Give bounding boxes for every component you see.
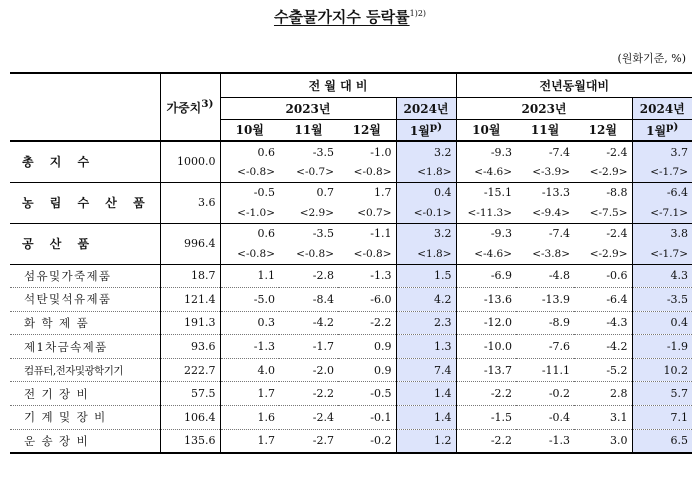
yoy-value: -4.3: [574, 311, 632, 335]
mom-value: -1.1: [370, 227, 392, 241]
yoy-value: -1.3: [516, 429, 574, 453]
mom-value: -0.2: [338, 429, 396, 453]
yoy-value: -5.2: [574, 358, 632, 382]
mom-value: -2.2: [279, 382, 338, 406]
yoy-value: -13.7: [456, 358, 516, 382]
mom-value: -1.3: [338, 264, 396, 288]
table-row: [10, 182, 692, 203]
yoy-value: -9.3: [490, 227, 513, 241]
row-label: 섬유및가죽제품: [10, 264, 160, 288]
yoy-contribution: <-11.3>: [456, 203, 516, 223]
mom-contribution: <-0.8>: [220, 162, 279, 182]
title-text: 수출물가지수 등락률: [273, 8, 410, 26]
yoy-value: -7.6: [516, 335, 574, 359]
yoy-value: 7.1: [632, 406, 692, 430]
mom-value: 3.2: [396, 141, 456, 162]
header-yoy-oct: 10월: [472, 123, 501, 138]
mom-contribution: <1.8>: [396, 244, 456, 264]
mom-contribution: <-0.8>: [220, 244, 279, 264]
mom-value: 0.6: [257, 227, 275, 241]
header-yoy-jan: 1월$^{p)}$: [632, 119, 692, 141]
yoy-contribution: <-1.7>: [632, 244, 692, 264]
yoy-contribution: <-2.9>: [574, 244, 632, 264]
header-mom-nov: 11월: [294, 123, 323, 138]
mom-value: 3.2: [396, 223, 456, 244]
header-yoy-2024: 2024년: [632, 97, 692, 119]
mom-contribution: <1.8>: [396, 162, 456, 182]
mom-value: 1.1: [220, 264, 279, 288]
yoy-value: -1.5: [456, 406, 516, 430]
yoy-contribution: <-9.4>: [516, 203, 574, 223]
mom-value: 7.4: [396, 358, 456, 382]
yoy-value: -13.9: [516, 288, 574, 312]
mom-value: -0.1: [338, 406, 396, 430]
yoy-value: 2.8: [574, 382, 632, 406]
mom-value: 1.2: [396, 429, 456, 453]
yoy-value: -4.8: [516, 264, 574, 288]
mom-value: 0.4: [396, 182, 456, 203]
yoy-value: -2.4: [606, 145, 628, 159]
yoy-contribution: <-3.8>: [516, 244, 574, 264]
header-weight: 가중치$^{3)}$: [160, 73, 220, 141]
mom-value: -0.5: [253, 186, 275, 200]
mom-value: -2.2: [338, 311, 396, 335]
header-yoy: 전년동월대비: [456, 73, 692, 97]
yoy-value: -2.2: [456, 382, 516, 406]
mom-value: -8.4: [279, 288, 338, 312]
row-label: 석탄및석유제품: [10, 288, 160, 312]
mom-value: 1.5: [396, 264, 456, 288]
mom-value: 1.7: [220, 382, 279, 406]
yoy-value: 0.4: [632, 311, 692, 335]
export-price-table: [10, 72, 692, 454]
yoy-value: -0.4: [516, 406, 574, 430]
row-weight: 121.4: [160, 288, 220, 312]
header-yoy-dec: 12월: [588, 123, 617, 138]
yoy-value: -6.9: [456, 264, 516, 288]
mom-value: -1.0: [370, 145, 392, 159]
yoy-value: 5.7: [632, 382, 692, 406]
row-weight: 57.5: [160, 382, 220, 406]
table-row: [10, 406, 692, 430]
mom-value: 1.7: [220, 429, 279, 453]
title-footnote: 1)2): [409, 9, 427, 18]
mom-value: 1.6: [220, 406, 279, 430]
table-row: [10, 264, 692, 288]
unit-label: (원화기준, %): [617, 52, 686, 65]
yoy-value: 3.7: [632, 141, 692, 162]
table-row: [10, 223, 692, 244]
yoy-value: -12.0: [456, 311, 516, 335]
yoy-contribution: <-4.6>: [456, 162, 516, 182]
mom-value: -1.3: [220, 335, 279, 359]
table-row: [10, 311, 692, 335]
header-mom-jan: 1월$^{p)}$: [396, 119, 456, 141]
yoy-value: 3.1: [574, 406, 632, 430]
row-weight: 135.6: [160, 429, 220, 453]
mom-value: -6.0: [338, 288, 396, 312]
row-label: 농 림 수 산 품: [10, 182, 160, 223]
row-weight: 18.7: [160, 264, 220, 288]
mom-contribution: <-0.1>: [396, 203, 456, 223]
mom-value: -1.7: [279, 335, 338, 359]
mom-value: 1.7: [374, 186, 392, 200]
yoy-value: -2.2: [456, 429, 516, 453]
mom-value: 2.3: [396, 311, 456, 335]
yoy-contribution: <-3.9>: [516, 162, 574, 182]
row-label: 전 기 장 비: [10, 382, 160, 406]
header-yoy-nov: 11월: [530, 123, 560, 138]
yoy-value: 10.2: [632, 358, 692, 382]
mom-value: 0.7: [316, 186, 334, 200]
yoy-value: 6.5: [632, 429, 692, 453]
row-label: 컴퓨터,전자및광학기기: [10, 358, 160, 382]
table-row: [10, 141, 692, 162]
yoy-contribution: <-1.7>: [632, 162, 692, 182]
row-label: 화 학 제 품: [10, 311, 160, 335]
mom-contribution: <2.9>: [279, 203, 338, 223]
yoy-contribution: <-7.5>: [574, 203, 632, 223]
yoy-contribution: <-2.9>: [574, 162, 632, 182]
mom-value: -2.7: [279, 429, 338, 453]
row-label: 제1차금속제품: [10, 335, 160, 359]
mom-value: -2.0: [279, 358, 338, 382]
row-weight: 93.6: [160, 335, 220, 359]
mom-contribution: <-0.8>: [338, 244, 396, 264]
yoy-value: -10.0: [456, 335, 516, 359]
yoy-value: -8.8: [606, 186, 628, 200]
row-weight: 1000.0: [160, 141, 220, 182]
table-row: [10, 382, 692, 406]
table-row: [10, 288, 692, 312]
yoy-value: -8.9: [516, 311, 574, 335]
mom-value: -4.2: [279, 311, 338, 335]
header-mom-2023: 2023년: [220, 97, 396, 119]
header-yoy-2023: 2023년: [456, 97, 632, 119]
row-weight: 3.6: [160, 182, 220, 223]
yoy-value: -6.4: [632, 182, 692, 203]
yoy-value: -9.3: [490, 145, 513, 159]
row-weight: 106.4: [160, 406, 220, 430]
yoy-value: -13.3: [541, 186, 571, 200]
mom-value: 0.9: [338, 358, 396, 382]
row-label: 기 계 및 장 비: [10, 406, 160, 430]
mom-value: 0.3: [220, 311, 279, 335]
mom-value: 0.9: [338, 335, 396, 359]
table-title: [0, 6, 700, 27]
mom-value: 4.0: [220, 358, 279, 382]
mom-value: -2.8: [279, 264, 338, 288]
mom-contribution: <-0.8>: [279, 244, 338, 264]
header-mom-oct: 10월: [235, 123, 264, 138]
table-row: [10, 358, 692, 382]
yoy-value: 3.8: [632, 223, 692, 244]
yoy-value: -7.4: [548, 145, 571, 159]
mom-value: -3.5: [312, 145, 334, 159]
mom-value: -0.5: [338, 382, 396, 406]
yoy-value: 4.3: [632, 264, 692, 288]
yoy-contribution: <-7.1>: [632, 203, 692, 223]
header-blank: [10, 73, 160, 141]
row-weight: 996.4: [160, 223, 220, 264]
header-mom-dec: 12월: [352, 123, 381, 138]
yoy-value: -3.5: [632, 288, 692, 312]
row-weight: 191.3: [160, 311, 220, 335]
mom-value: -5.0: [220, 288, 279, 312]
yoy-value: 3.0: [574, 429, 632, 453]
mom-value: 1.4: [396, 406, 456, 430]
mom-value: -3.5: [312, 227, 334, 241]
header-mom: 전 월 대 비: [220, 73, 456, 97]
yoy-contribution: <-4.6>: [456, 244, 516, 264]
mom-value: -2.4: [279, 406, 338, 430]
mom-contribution: <-0.8>: [338, 162, 396, 182]
row-label: 총 지 수: [10, 141, 160, 182]
yoy-value: -0.2: [516, 382, 574, 406]
yoy-value: -0.6: [574, 264, 632, 288]
mom-contribution: <-1.0>: [220, 203, 279, 223]
row-weight: 222.7: [160, 358, 220, 382]
yoy-value: -7.4: [548, 227, 571, 241]
yoy-value: -6.4: [574, 288, 632, 312]
yoy-value: -2.4: [606, 227, 628, 241]
yoy-value: -11.1: [516, 358, 574, 382]
header-mom-2024: 2024년: [396, 97, 456, 119]
yoy-value: -1.9: [632, 335, 692, 359]
table-row: [10, 335, 692, 359]
row-label: 공 산 품: [10, 223, 160, 264]
mom-contribution: <-0.7>: [279, 162, 338, 182]
mom-contribution: <0.7>: [338, 203, 396, 223]
mom-value: 1.3: [396, 335, 456, 359]
mom-value: 4.2: [396, 288, 456, 312]
yoy-value: -4.2: [574, 335, 632, 359]
table-row: [10, 429, 692, 453]
mom-value: 0.6: [257, 145, 275, 159]
yoy-value: -13.6: [456, 288, 516, 312]
row-label: 운 송 장 비: [10, 429, 160, 453]
mom-value: 1.4: [396, 382, 456, 406]
yoy-value: -15.1: [483, 186, 513, 200]
